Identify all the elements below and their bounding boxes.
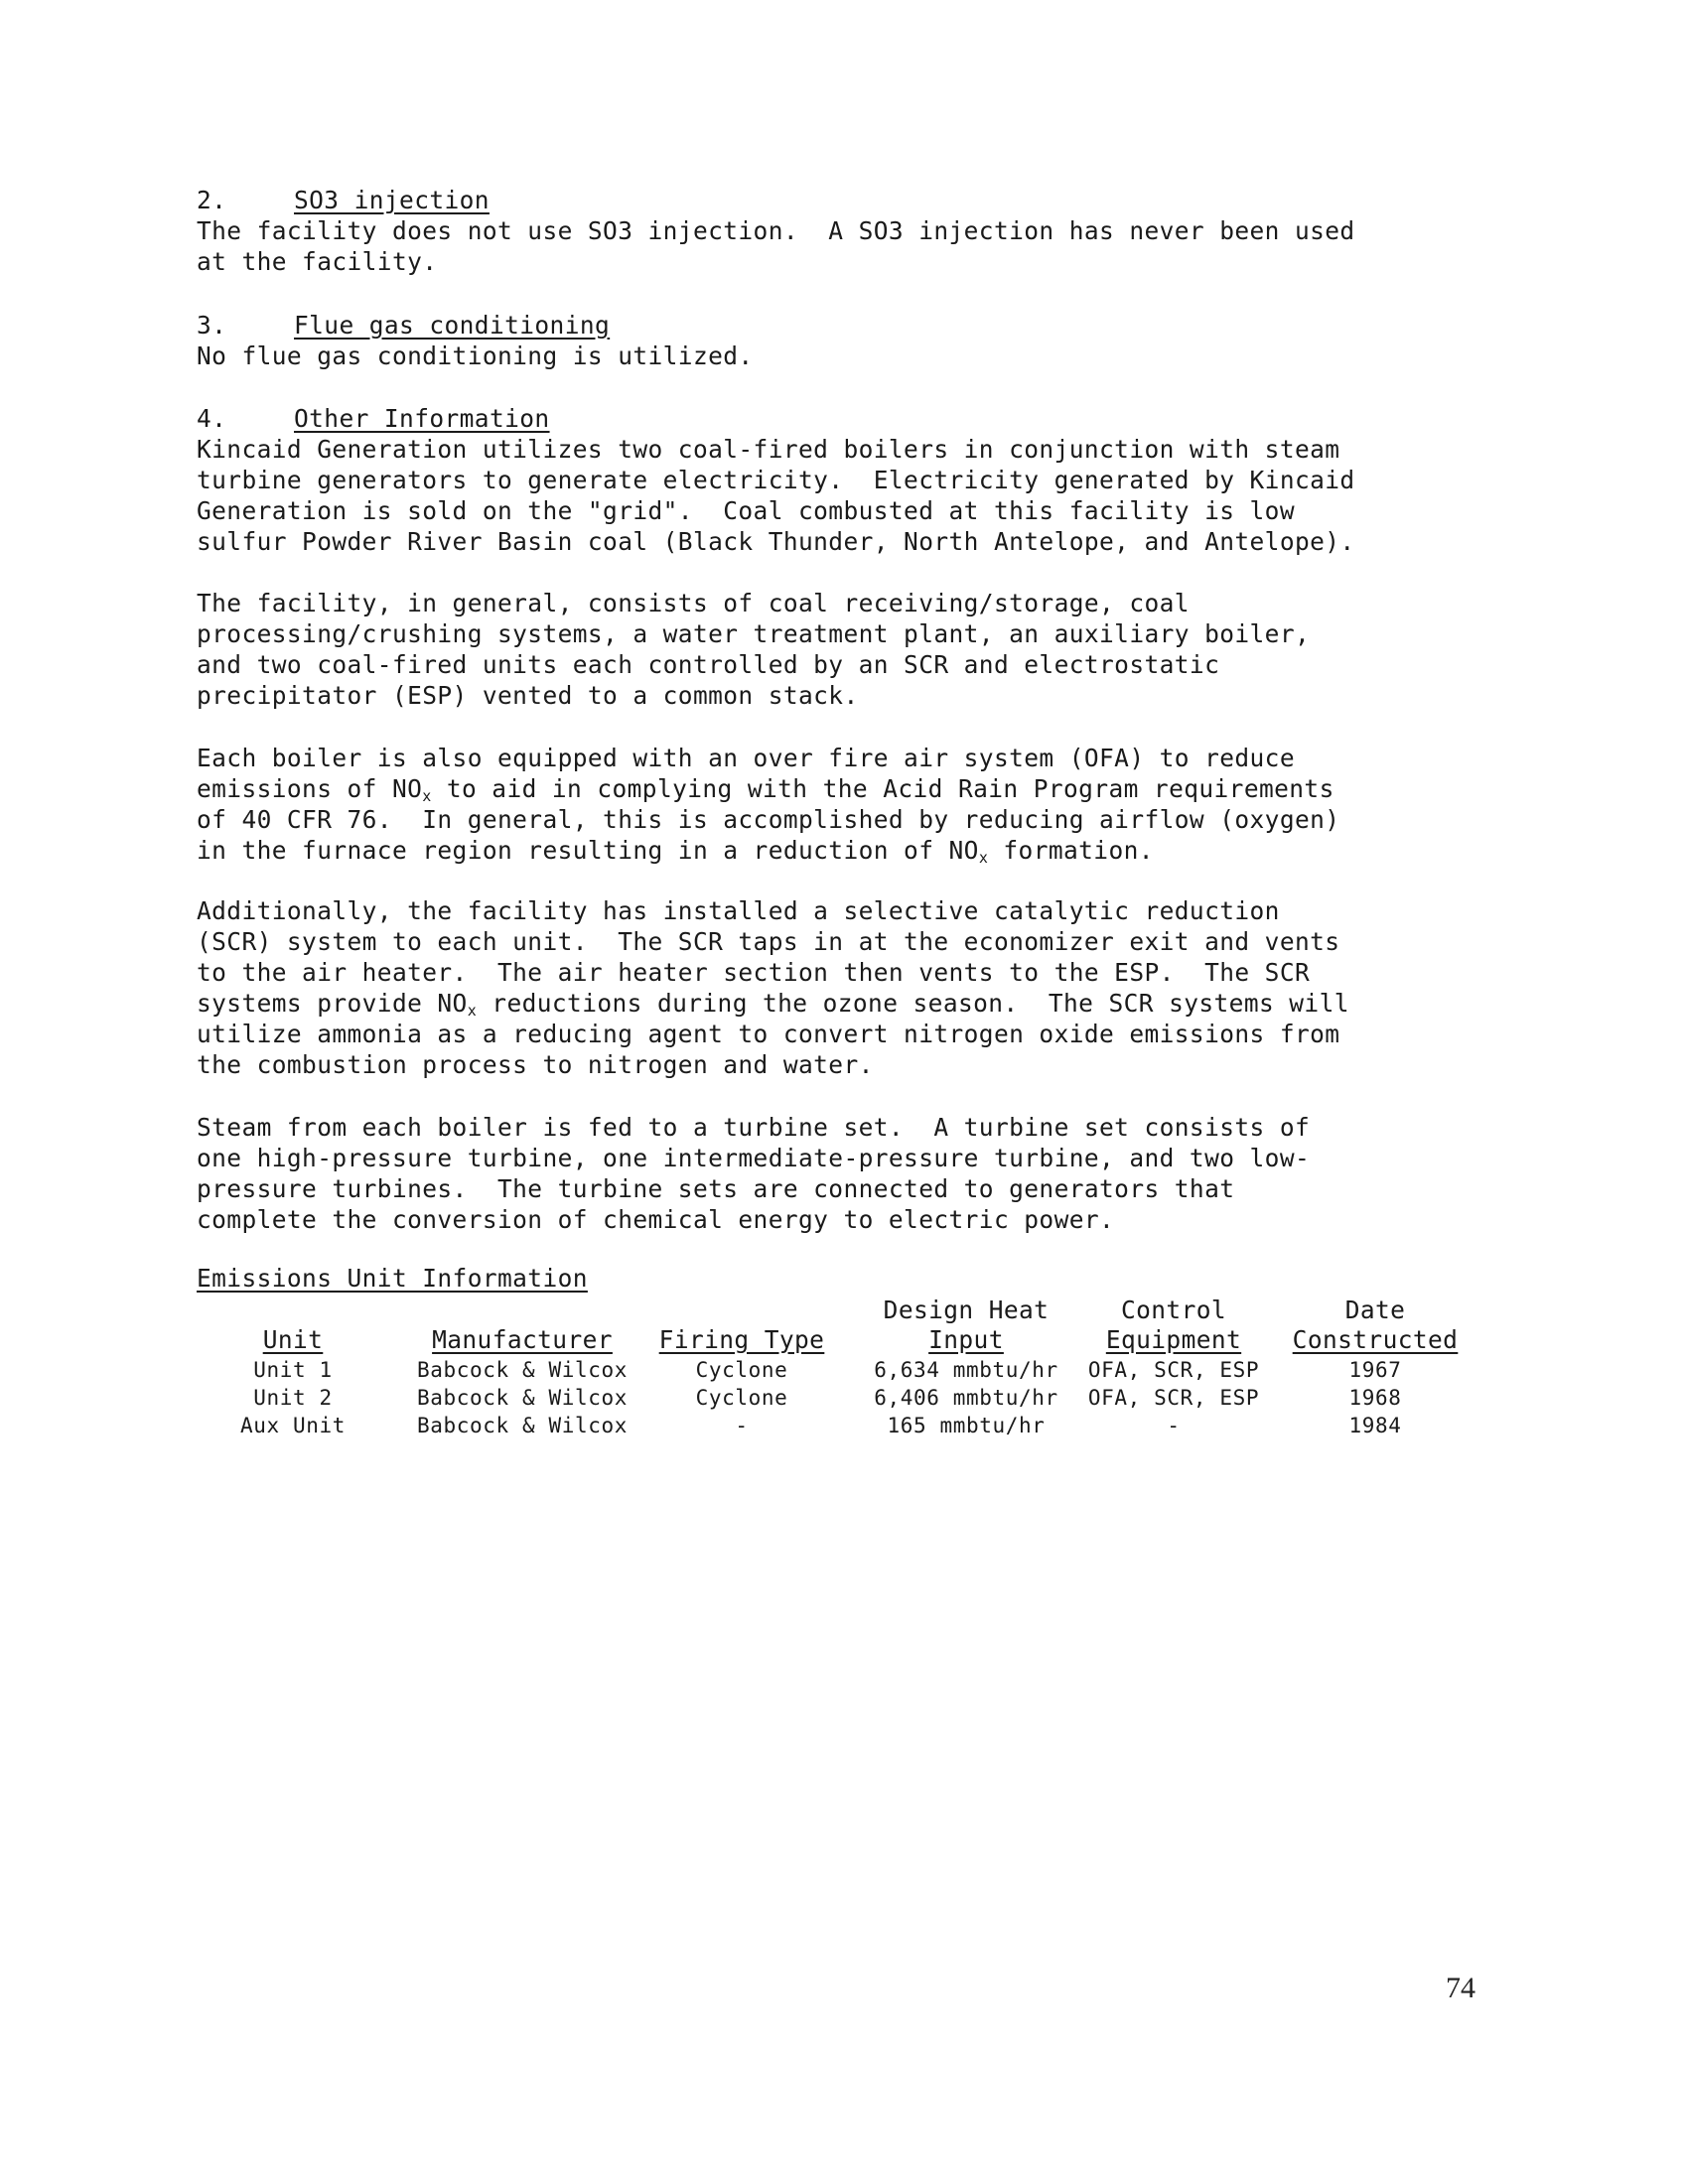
table-cell-manufacturer: Babcock & Wilcox (417, 1386, 628, 1410)
page-number: 74 (1446, 1972, 1475, 2004)
header-firing-type: Firing Type (658, 1325, 825, 1354)
table-cell-manufacturer: Babcock & Wilcox (417, 1414, 628, 1437)
body-line: Kincaid Generation utilizes two coal-fired boilers in conjunction with steam (197, 435, 1340, 464)
header-heat-input: Input (928, 1325, 1004, 1354)
section-title: SO3 injection (294, 186, 490, 214)
header-control-top: Control (1120, 1296, 1227, 1324)
body-line: at the facility. (197, 247, 438, 276)
header-control-equipment: Equipment (1105, 1325, 1242, 1354)
text-run: formation. (988, 836, 1154, 865)
body-line: The facility does not use SO3 injection. A SO3 injection has never been used (197, 216, 1355, 245)
body-line: Additionally, the facility has installed a selective catalytic reduction (197, 896, 1280, 925)
section-heading (197, 185, 1487, 215)
section-so3-injection (197, 185, 1487, 277)
body-line: pressure turbines. The turbine sets are connected to generators that (197, 1174, 1235, 1203)
section-other-information (197, 403, 1487, 557)
body-line: complete the conversion of chemical energy to electric power. (197, 1205, 1115, 1234)
table-cell-control: OFA, SCR, ESP (1087, 1358, 1260, 1382)
section-number: 3. (197, 311, 227, 340)
section-flue-gas-conditioning (197, 310, 1487, 371)
header-manufacturer: Manufacturer (432, 1325, 613, 1354)
table-cell-date: 1984 (1348, 1414, 1402, 1437)
header-date-top: Date (1344, 1296, 1406, 1324)
body-line: Steam from each boiler is fed to a turbine set. A turbine set consists of (197, 1113, 1311, 1142)
section-heading (197, 310, 1487, 341)
header-heat-top: Design Heat (883, 1296, 1050, 1324)
body-line (197, 773, 1487, 804)
subscript: x (422, 787, 432, 805)
body-line: Each boiler is also equipped with an over fire air system (OFA) to reduce (197, 744, 1295, 772)
section-title: Flue gas conditioning (294, 311, 611, 340)
table-cell-firing: Cyclone (695, 1358, 788, 1382)
table-cell-unit: Unit 2 (253, 1386, 333, 1410)
header-unit: Unit (262, 1325, 324, 1354)
body-line: one high-pressure turbine, one intermediate-pressure turbine, and two low- (197, 1144, 1311, 1172)
body-line: utilize ammonia as a reducing agent to convert nitrogen oxide emissions from (197, 1020, 1340, 1048)
table-cell-firing: - (735, 1414, 749, 1437)
text-run: reductions during the ozone season. The SCR systems will (477, 989, 1349, 1018)
table-cell-firing: Cyclone (695, 1386, 788, 1410)
paragraph-scr (197, 895, 1487, 1080)
table-cell-unit: Unit 1 (253, 1358, 333, 1382)
table-cell-date: 1968 (1348, 1386, 1402, 1410)
paragraph-facility (197, 588, 1487, 711)
body-line: turbine generators to generate electricity. Electricity generated by Kincaid (197, 466, 1355, 494)
body-line: precipitator (ESP) vented to a common stack. (197, 681, 859, 710)
table-cell-heat: 165 mmbtu/hr (887, 1414, 1046, 1437)
emissions-table-title (197, 1263, 588, 1294)
table-cell-control: OFA, SCR, ESP (1087, 1386, 1260, 1410)
section-number: 4. (197, 404, 227, 433)
subscript: x (467, 1002, 478, 1020)
body-line: Generation is sold on the "grid". Coal combusted at this facility is low (197, 496, 1295, 525)
header-date-constructed: Constructed (1292, 1325, 1459, 1354)
title-text: Emissions Unit Information (197, 1264, 588, 1293)
table-cell-heat: 6,634 mmbtu/hr (874, 1358, 1058, 1382)
table-cell-heat: 6,406 mmbtu/hr (874, 1386, 1058, 1410)
text-run: systems provide NO (197, 989, 468, 1018)
body-line (197, 835, 1487, 866)
table-cell-control: - (1167, 1414, 1181, 1437)
section-number: 2. (197, 186, 227, 214)
subscript: x (978, 849, 989, 867)
table-cell-date: 1967 (1348, 1358, 1402, 1382)
body-line: of 40 CFR 76. In general, this is accomplished by reducing airflow (oxygen) (197, 805, 1340, 834)
table-cell-unit: Aux Unit (240, 1414, 346, 1437)
body-line: the combustion process to nitrogen and water. (197, 1050, 874, 1079)
text-run: to aid in complying with the Acid Rain Program requirements (431, 774, 1334, 803)
body-line: (SCR) system to each unit. The SCR taps in at the economizer exit and vents (197, 927, 1340, 956)
body-line: processing/crushing systems, a water treatment plant, an auxiliary boiler, (197, 619, 1311, 648)
body-line: No flue gas conditioning is utilized. (197, 341, 754, 370)
body-line: and two coal-fired units each controlled by an SCR and electrostatic (197, 650, 1220, 679)
body-line: The facility, in general, consists of coal receiving/storage, coal (197, 589, 1190, 617)
body-line: to the air heater. The air heater section then vents to the ESP. The SCR (197, 958, 1311, 987)
text-run: emissions of NO (197, 774, 423, 803)
body-line (197, 988, 1487, 1019)
paragraph-steam (197, 1112, 1487, 1235)
paragraph-ofa (197, 743, 1487, 866)
section-title: Other Information (294, 404, 550, 433)
body-line: sulfur Powder River Basin coal (Black Thunder, North Antelope, and Antelope). (197, 527, 1355, 556)
text-run: in the furnace region resulting in a reduction of NO (197, 836, 979, 865)
section-heading (197, 403, 1487, 434)
table-cell-manufacturer: Babcock & Wilcox (417, 1358, 628, 1382)
